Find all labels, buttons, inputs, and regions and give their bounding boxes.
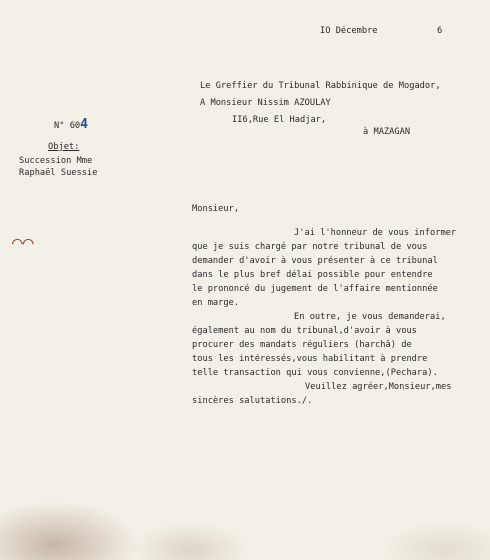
body-line: le prononcé du jugement de l'affaire mentionnée [192, 284, 438, 294]
salutation: Monsieur, [192, 204, 240, 214]
letter-date: IO Décembre [320, 26, 378, 36]
body-line: en marge. [192, 298, 240, 308]
body-line: sincères salutations./. [192, 396, 313, 406]
paper-stain [130, 520, 250, 560]
recipient-city: à MAZAGAN [363, 127, 411, 137]
body-line: J'ai l'honneur de vous informer [294, 228, 457, 238]
objet-label: Objet: [48, 142, 80, 152]
reference-number [54, 118, 88, 131]
reference-number-handwritten: 4 [80, 117, 88, 132]
letter-year: 6 [437, 26, 443, 36]
subject-line: Raphaël Suessie [19, 168, 98, 178]
body-line: tous les intéressés,vous habilitant à prendre [192, 354, 428, 364]
subject-line: Succession Mme [19, 156, 93, 166]
red-ink-mark: ⌒⌒ [12, 232, 34, 253]
body-line: demander d'avoir à vous présenter à ce tribunal [192, 256, 438, 266]
body-line: que je suis chargé par notre tribunal de vous [192, 242, 428, 252]
recipient-name: A Monsieur Nissim AZOULAY [200, 98, 331, 108]
body-line: telle transaction qui vous convienne,(Pechara). [192, 368, 438, 378]
recipient-address: II6,Rue El Hadjar, [232, 115, 327, 125]
body-line: En outre, je vous demanderai, [294, 312, 446, 322]
body-line: également au nom du tribunal,d'avoir à vous [192, 326, 417, 336]
paper-stain [380, 520, 490, 560]
body-line: procurer des mandats réguliers (harchâ) de [192, 340, 412, 350]
body-line: Veuillez agréer,Monsieur,mes [305, 382, 452, 392]
sender-line: Le Greffier du Tribunal Rabbinique de Mogador, [200, 81, 441, 91]
paper-stain [0, 500, 140, 560]
reference-number-typed: N° 60 [54, 121, 81, 131]
body-line: dans le plus bref délai possible pour entendre [192, 270, 433, 280]
